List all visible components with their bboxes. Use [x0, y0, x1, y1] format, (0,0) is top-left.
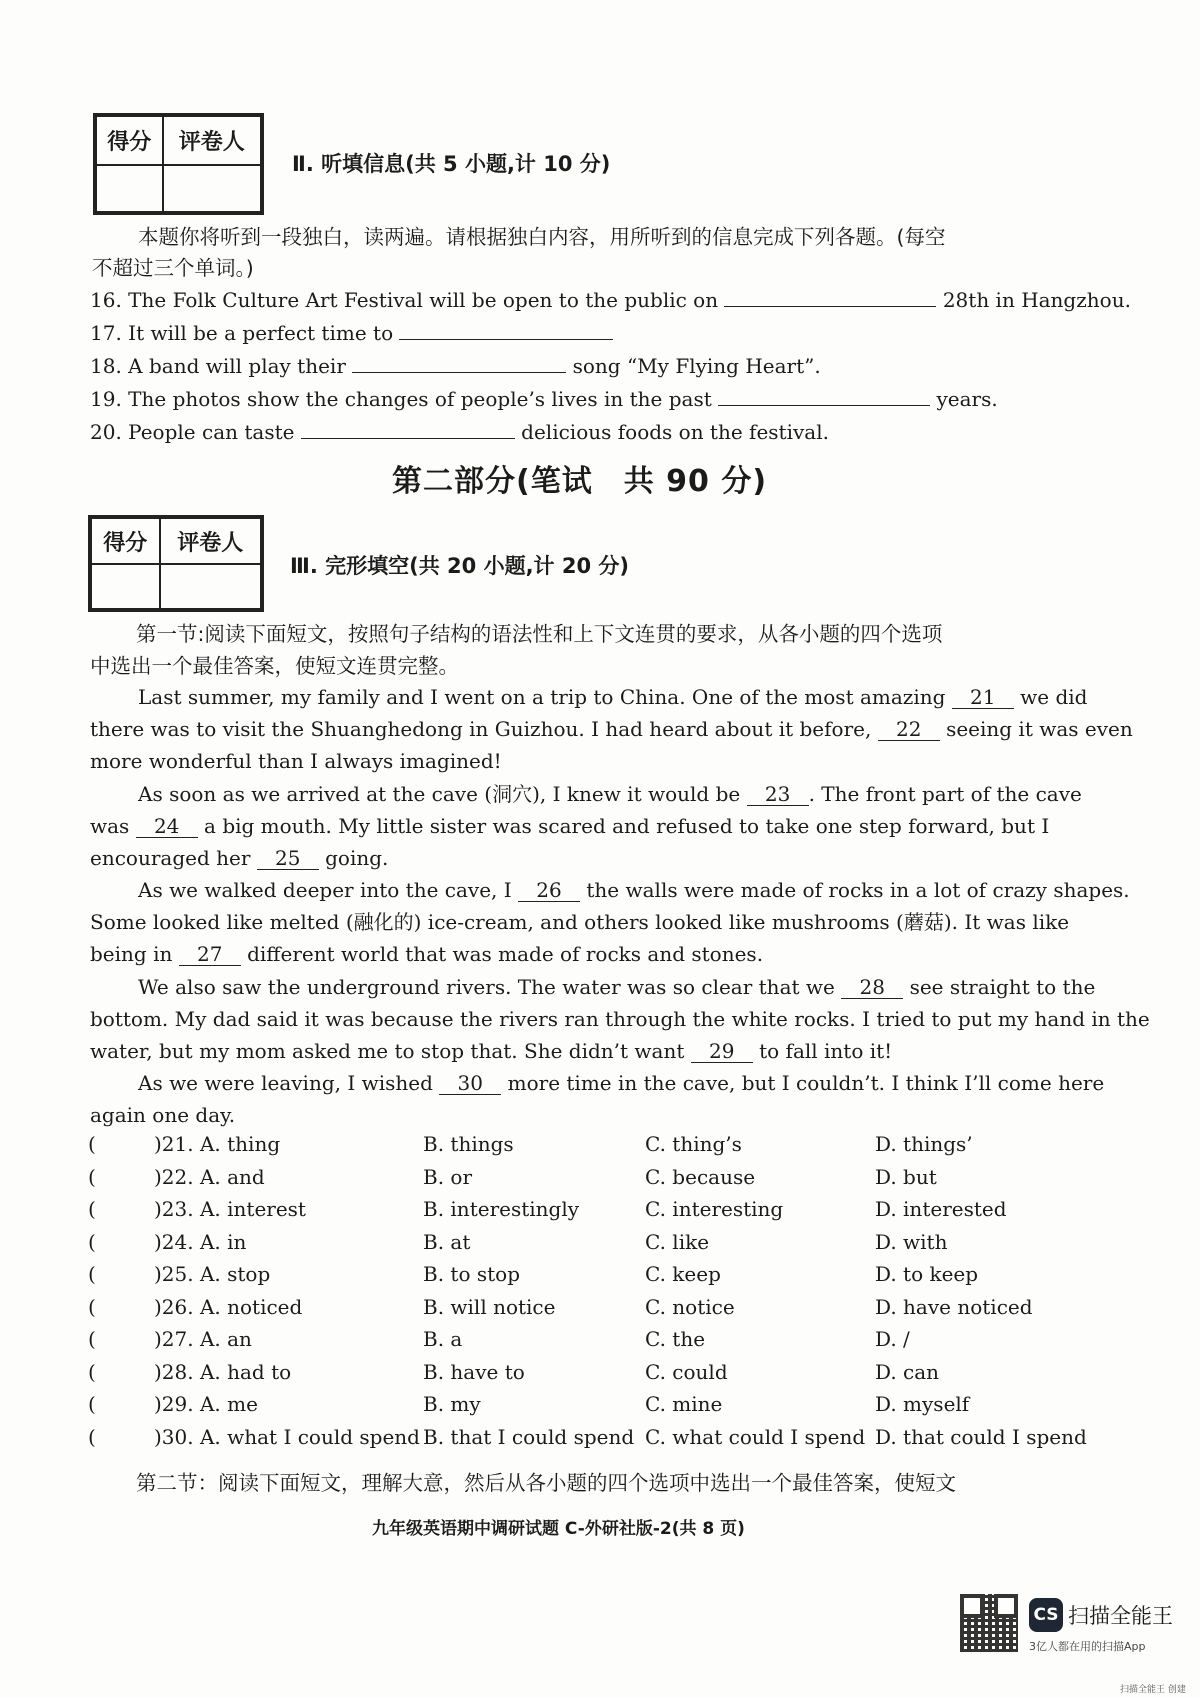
scanner-tagline: 3亿人都在用的扫描App [1029, 1640, 1146, 1653]
grader-cell [163, 165, 261, 212]
blank-29[interactable]: 29 [691, 1040, 753, 1063]
question-18 [90, 350, 821, 383]
answer-paren[interactable]: ( [88, 1424, 96, 1449]
option-b[interactable]: B. that I could spend [423, 1424, 635, 1449]
option-c[interactable]: C. could [645, 1359, 728, 1384]
option-a[interactable]: )21. A. thing [154, 1132, 281, 1156]
answer-paren[interactable]: ( [88, 1392, 96, 1416]
passage-line [138, 874, 1130, 907]
passage-text: more time in the cave, but I couldn’t. I think I’ll come here [507, 1071, 1105, 1095]
passage-text: seeing it was even [946, 717, 1133, 741]
score-label: 得分 [96, 116, 163, 165]
sub-section-1-line2: 中选出一个最佳答案，使短文连贯完整。 [90, 654, 459, 678]
passage-line [138, 778, 1082, 811]
qr-code-icon [960, 1594, 1018, 1652]
blank-23[interactable]: 23 [747, 783, 809, 806]
passage-line: Some looked like melted (融化的) ice-cream, and others looked like mushrooms (蘑菇). It was like [90, 910, 1070, 934]
option-row [88, 1295, 1128, 1327]
option-row [88, 1197, 1128, 1229]
q16-text-a: 16. The Folk Culture Art Festival will be open to the public on [90, 288, 719, 312]
passage-text: Last summer, my family and I went on a trip to China. One of the most amazing [138, 685, 946, 709]
passage-line: bottom. My dad said it was because the rivers ran through the white rocks. I tried to put my hand in the [90, 1007, 1150, 1031]
option-c[interactable]: C. what could I spend [645, 1424, 866, 1449]
passage-line [90, 938, 763, 971]
option-row [88, 1165, 1128, 1197]
blank-30[interactable]: 30 [439, 1072, 501, 1095]
option-a[interactable]: )27. A. an [154, 1327, 252, 1351]
option-d[interactable]: D. interested [875, 1197, 1007, 1221]
answer-paren[interactable]: ( [88, 1164, 96, 1189]
answer-paren[interactable]: ( [88, 1262, 96, 1286]
passage-text: As soon as we arrived at the cave (洞穴), I knew it would be [138, 782, 741, 806]
option-a[interactable]: )25. A. stop [154, 1262, 271, 1286]
q16-answer-blank[interactable] [724, 284, 936, 307]
option-c[interactable]: C. mine [645, 1392, 723, 1416]
passage-line: again one day. [90, 1103, 236, 1127]
option-a[interactable]: )23. A. interest [154, 1197, 306, 1221]
option-row [88, 1392, 1128, 1424]
passage-line [90, 713, 1133, 746]
blank-21[interactable]: 21 [952, 686, 1014, 709]
option-d[interactable]: D. things’ [875, 1132, 973, 1156]
option-c[interactable]: C. because [645, 1164, 756, 1189]
q20-text-b: delicious foods on the festival. [521, 420, 829, 444]
passage-text: was [90, 814, 130, 838]
blank-24[interactable]: 24 [136, 815, 198, 838]
option-a[interactable]: )30. A. what I could spend [154, 1424, 420, 1449]
score-box-2 [88, 515, 264, 612]
score-cell [96, 165, 163, 212]
option-c[interactable]: C. notice [645, 1294, 735, 1319]
option-b[interactable]: B. a [423, 1327, 463, 1351]
q17-text-a: 17. It will be a perfect time to [90, 321, 394, 345]
q18-answer-blank[interactable] [352, 350, 566, 373]
q17-answer-blank[interactable] [399, 317, 613, 340]
option-b[interactable]: B. at [423, 1229, 471, 1254]
passage-text: water, but my mom asked me to stop that. She didn’t want [90, 1039, 685, 1063]
blank-22[interactable]: 22 [878, 718, 940, 741]
passage-text: different world that was made of rocks and stones. [247, 942, 764, 966]
question-19 [90, 383, 998, 416]
passage-line [138, 681, 1087, 714]
option-row [88, 1262, 1128, 1294]
passage-text: see straight to the [909, 975, 1096, 999]
sub-section-2-line1: 第二节：阅读下面短文，理解大意，然后从各小题的四个选项中选出一个最佳答案，使短文 [136, 1471, 956, 1495]
option-b[interactable]: B. interestingly [423, 1197, 580, 1221]
option-b[interactable]: B. to stop [423, 1262, 520, 1286]
passage-line [138, 971, 1095, 1004]
passage-text: As we walked deeper into the cave, I [138, 878, 512, 902]
question-20 [90, 416, 829, 449]
page-footer: 九年级英语期中调研试题 C-外研社版-2(共 8 页) [372, 1519, 745, 1539]
grader-label: 评卷人 [160, 518, 261, 564]
answer-paren[interactable]: ( [88, 1294, 96, 1319]
passage-text: As we were leaving, I wished [138, 1071, 433, 1095]
blank-27[interactable]: 27 [179, 943, 241, 966]
q19-answer-blank[interactable] [718, 383, 930, 406]
passage-text: encouraged her [90, 846, 251, 870]
option-a[interactable]: )24. A. in [154, 1229, 247, 1254]
passage-text: we did [1020, 685, 1088, 709]
score-cell [91, 564, 160, 609]
sub-section-1-line1: 第一节:阅读下面短文，按照句子结构的语法性和上下文连贯的要求，从各小题的四个选项 [136, 622, 943, 646]
passage-text: there was to visit the Shuanghedong in Guizhou. I had heard about it before, [90, 717, 872, 741]
scanner-brand-name: 扫描全能王 [1068, 1604, 1173, 1628]
option-d[interactable]: D. to keep [875, 1262, 979, 1286]
option-c[interactable]: C. keep [645, 1262, 721, 1286]
option-d[interactable]: D. with [875, 1229, 948, 1254]
part-two-title: 第二部分(笔试 共 90 分) [392, 464, 768, 499]
option-d[interactable]: D. myself [875, 1392, 970, 1416]
option-b[interactable]: B. will notice [423, 1294, 556, 1319]
option-a[interactable]: )29. A. me [154, 1392, 258, 1416]
blank-28[interactable]: 28 [841, 976, 903, 999]
option-d[interactable]: D. can [875, 1359, 940, 1384]
score-label: 得分 [91, 518, 160, 564]
option-b[interactable]: B. things [423, 1132, 514, 1156]
option-c[interactable]: C. the [645, 1327, 706, 1351]
option-row [88, 1327, 1128, 1359]
option-b[interactable]: B. or [423, 1164, 473, 1189]
grader-cell [160, 564, 261, 609]
option-row [88, 1132, 1128, 1164]
q19-text-b: years. [936, 387, 998, 411]
q18-text-b: song “My Flying Heart”. [572, 354, 821, 378]
camscanner-logo: CS [1029, 1598, 1063, 1632]
option-d[interactable]: D. / [875, 1327, 910, 1351]
question-17 [90, 317, 613, 350]
blank-26[interactable]: 26 [518, 879, 580, 902]
option-c[interactable]: C. thing’s [645, 1132, 742, 1156]
passage-line [90, 842, 388, 875]
section-2-title: Ⅱ. 听填信息(共 5 小题,计 10 分) [292, 152, 611, 176]
answer-paren[interactable]: ( [88, 1197, 96, 1221]
answer-paren[interactable]: ( [88, 1327, 96, 1351]
option-row [88, 1360, 1128, 1392]
q18-text-a: 18. A band will play their [90, 354, 346, 378]
scanner-corner-mark: 扫描全能王 创建 [1120, 1685, 1186, 1695]
question-16 [90, 284, 1131, 317]
passage-text: a big mouth. My little sister was scared and refused to take one step forward, but I [204, 814, 1050, 838]
section-2-instruction-line1: 本题你将听到一段独白，读两遍。请根据独白内容，用所听到的信息完成下列各题。(每空 [138, 225, 946, 249]
score-box-1 [93, 113, 264, 215]
q20-text-a: 20. People can taste [90, 420, 295, 444]
option-c[interactable]: C. interesting [645, 1197, 784, 1221]
passage-text: to fall into it! [759, 1039, 893, 1063]
q19-text-a: 19. The photos show the changes of people’s lives in the past [90, 387, 712, 411]
option-row [88, 1230, 1128, 1262]
option-a[interactable]: )22. A. and [154, 1164, 265, 1189]
passage-line [90, 810, 1049, 843]
blank-25[interactable]: 25 [257, 847, 319, 870]
answer-paren[interactable]: ( [88, 1359, 96, 1384]
option-a[interactable]: )28. A. had to [154, 1359, 292, 1384]
option-a[interactable]: )26. A. noticed [154, 1294, 303, 1319]
option-b[interactable]: B. my [423, 1392, 481, 1416]
option-d[interactable]: D. that could I spend [875, 1424, 1087, 1449]
passage-line [138, 1067, 1104, 1100]
passage-line [90, 1035, 892, 1068]
section-3-title: Ⅲ. 完形填空(共 20 小题,计 20 分) [290, 554, 630, 578]
passage-text: going. [325, 846, 389, 870]
section-2-instruction-line2: 不超过三个单词。) [92, 256, 254, 280]
passage-line: more wonderful than I always imagined! [90, 749, 502, 773]
grader-label: 评卷人 [163, 116, 261, 165]
answer-paren[interactable]: ( [88, 1132, 96, 1156]
q16-text-b: 28th in Hangzhou. [942, 288, 1131, 312]
passage-text: being in [90, 942, 173, 966]
q20-answer-blank[interactable] [301, 416, 515, 439]
option-b[interactable]: B. have to [423, 1359, 525, 1384]
option-d[interactable]: D. but [875, 1164, 937, 1189]
passage-text: . The front part of the cave [808, 782, 1082, 806]
answer-paren[interactable]: ( [88, 1229, 96, 1254]
option-row [88, 1425, 1128, 1457]
option-d[interactable]: D. have noticed [875, 1294, 1033, 1319]
passage-text: the walls were made of rocks in a lot of crazy shapes. [586, 878, 1130, 902]
passage-text: We also saw the underground rivers. The water was so clear that we [138, 975, 835, 999]
option-c[interactable]: C. like [645, 1229, 710, 1254]
